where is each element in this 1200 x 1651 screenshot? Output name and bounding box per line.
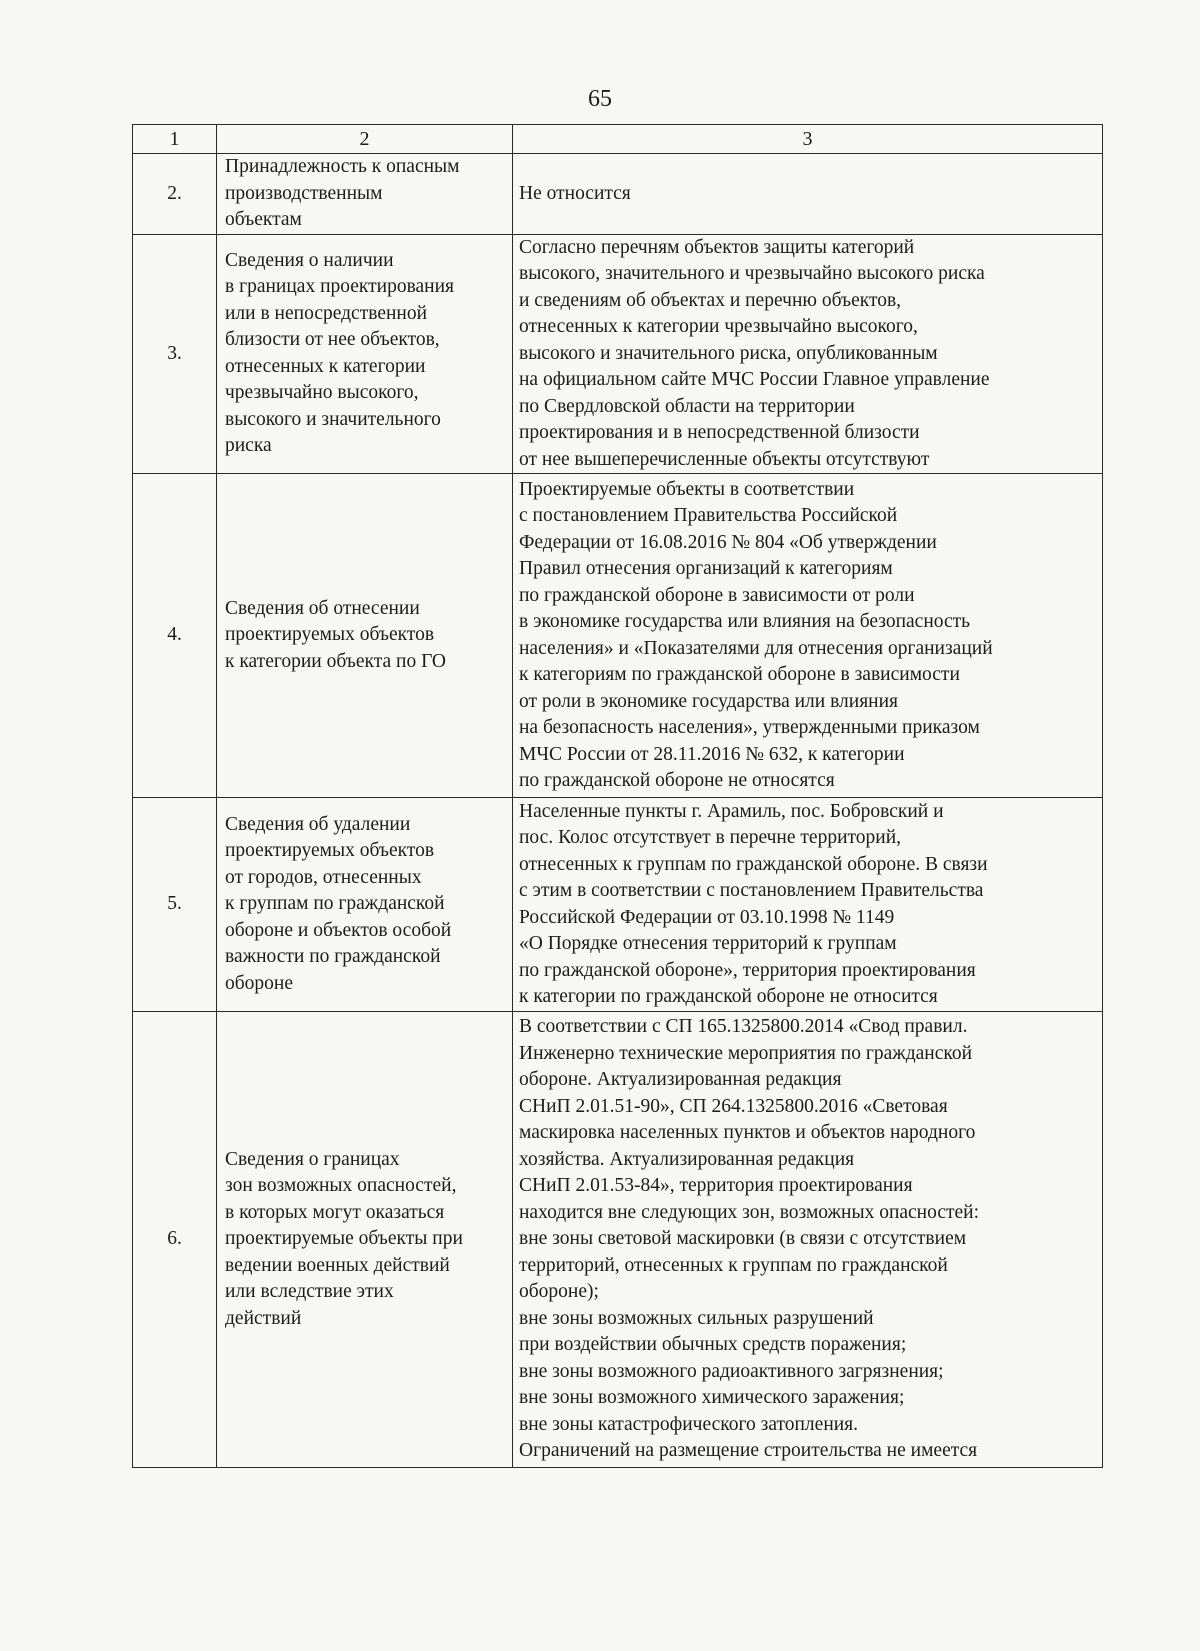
text-line: Инженерно технические мероприятия по гражданской: [519, 1042, 973, 1064]
header-cell-2: 2: [217, 125, 513, 154]
text-line: на официальном сайте МЧС России Главное управление: [519, 369, 990, 390]
text-line: В соответствии с СП 165.1325800.2014 «Свод правил.: [519, 1016, 968, 1038]
text-line: «О Порядке отнесения территорий к группам: [519, 933, 897, 954]
row-name: [217, 1012, 513, 1468]
text-line: к группам по гражданской: [225, 893, 445, 915]
table-row: [133, 474, 1103, 798]
text-line: к категории по гражданской обороне не относится: [519, 986, 938, 1007]
text-line: Не относится: [519, 182, 631, 204]
table-row: [133, 154, 1103, 235]
text-line: близости от нее объектов,: [225, 329, 440, 351]
text-line: риска: [225, 435, 272, 457]
text-line: на безопасность населения», утвержденными приказом: [519, 717, 980, 738]
text-line: Российской Федерации от 03.10.1998 № 1149: [519, 906, 895, 928]
row-value: [513, 154, 1103, 235]
text-line: проектируемых объектов: [225, 840, 435, 862]
text-line: обороне и объектов особой: [225, 919, 452, 941]
text-line: проектирования и в непосредственной близости: [519, 422, 920, 443]
text-line: вне зоны возможных сильных разрушений: [519, 1307, 874, 1329]
text-line: населения» и «Показателями для отнесения организаций: [519, 637, 993, 659]
text-line: обороне. Актуализированная редакция: [519, 1069, 842, 1091]
row-name: [217, 234, 513, 474]
text-line: от городов, отнесенных: [225, 866, 422, 888]
text-line: пос. Колос отсутствует в перечне территорий,: [519, 827, 902, 848]
text-line: Проектируемые объекты в соответствии: [519, 478, 855, 500]
text-line: от нее вышеперечисленные объекты отсутствуют: [519, 448, 930, 470]
text-line: в экономике государства или влияния на безопасность: [519, 611, 971, 632]
text-line: по Свердловской области на территории: [519, 395, 855, 417]
table-row: [133, 234, 1103, 474]
text-line: ведении военных действий: [225, 1254, 450, 1276]
text-line: отнесенных к категории: [225, 355, 426, 377]
text-line: Населенные пункты г. Арамиль, пос. Бобровский и: [519, 800, 944, 822]
text-line: СНиП 2.01.53-84», территория проектирования: [519, 1175, 913, 1197]
text-line: высокого, значительного и чрезвычайно высокого риска: [519, 263, 985, 284]
text-line: Принадлежность к опасным: [225, 156, 460, 177]
text-line: по гражданской обороне», территория проектирования: [519, 959, 976, 981]
text-line: в границах проектирования: [225, 276, 455, 298]
table-row: [133, 1012, 1103, 1468]
text-line: маскировка населенных пунктов и объектов народного: [519, 1122, 976, 1144]
text-line: зон возможных опасностей,: [225, 1175, 457, 1197]
row-value: [513, 234, 1103, 474]
text-line: Ограничений на размещение строительства не имеется: [519, 1440, 978, 1462]
text-line: к категории объекта по ГО: [225, 650, 446, 672]
text-line: к категориям по гражданской обороне в зависимости: [519, 664, 960, 685]
row-value: [513, 798, 1103, 1012]
text-line: Сведения об удалении: [225, 813, 411, 835]
text-line: МЧС России от 28.11.2016 № 632, к категории: [519, 743, 905, 765]
text-line: с постановлением Правительства Российской: [519, 505, 898, 526]
row-name: [217, 474, 513, 798]
text-line: или в непосредственной: [225, 302, 428, 324]
row-number: 3.: [133, 234, 217, 474]
text-line: по гражданской обороне не относятся: [519, 770, 835, 791]
table-row: [133, 798, 1103, 1012]
text-line: обороне: [225, 972, 294, 994]
text-line: и сведениям об объектах и перечню объектов,: [519, 289, 902, 311]
text-line: отнесенных к категории чрезвычайно высокого,: [519, 316, 918, 337]
text-line: важности по гражданской: [225, 946, 441, 968]
header-cell-3: 3: [513, 125, 1103, 154]
text-line: по гражданской обороне в зависимости от роли: [519, 584, 915, 606]
text-line: отнесенных к группам по гражданской обороне. В связи: [519, 853, 988, 875]
text-line: действий: [225, 1307, 302, 1329]
page-number: 65: [588, 86, 612, 112]
header-cell-1: 1: [133, 125, 217, 154]
text-line: вне зоны световой маскировки (в связи с отсутствием: [519, 1228, 967, 1250]
text-line: при воздействии обычных средств поражения;: [519, 1334, 907, 1356]
text-line: Федерации от 16.08.2016 № 804 «Об утверждении: [519, 531, 937, 553]
text-line: проектируемые объекты при: [225, 1228, 463, 1250]
text-line: объектам: [225, 209, 302, 230]
row-value: [513, 1012, 1103, 1468]
row-number: 2.: [133, 154, 217, 235]
row-number: 6.: [133, 1012, 217, 1468]
text-line: Согласно перечням объектов защиты категорий: [519, 236, 915, 258]
text-line: или вследствие этих: [225, 1281, 394, 1303]
row-number: 4.: [133, 474, 217, 798]
row-name: [217, 798, 513, 1012]
text-line: вне зоны катастрофического затопления.: [519, 1413, 859, 1435]
text-line: Сведения об отнесении: [225, 597, 420, 619]
text-line: от роли в экономике государства или влияния: [519, 690, 899, 712]
text-line: производственным: [225, 182, 383, 204]
text-line: территорий, отнесенных к группам по гражданской: [519, 1254, 948, 1276]
text-line: Сведения о наличии: [225, 249, 394, 271]
text-line: обороне);: [519, 1281, 599, 1303]
table-header-row: [133, 125, 1103, 154]
text-line: Правил отнесения организаций к категориям: [519, 558, 893, 579]
text-line: вне зоны возможного химического заражения;: [519, 1387, 905, 1409]
text-line: Сведения о границах: [225, 1148, 400, 1170]
text-line: СНиП 2.01.51-90», СП 264.1325800.2016 «Световая: [519, 1095, 948, 1117]
text-line: чрезвычайно высокого,: [225, 382, 419, 404]
text-line: в которых могут оказаться: [225, 1201, 445, 1223]
row-value: [513, 474, 1103, 798]
row-number: 5.: [133, 798, 217, 1012]
text-line: проектируемых объектов: [225, 624, 435, 646]
text-line: находится вне следующих зон, возможных опасностей:: [519, 1201, 980, 1223]
text-line: с этим в соответствии с постановлением Правительства: [519, 880, 984, 901]
info-table: [132, 124, 1103, 1468]
text-line: хозяйства. Актуализированная редакция: [519, 1148, 855, 1170]
row-name: [217, 154, 513, 235]
text-line: высокого и значительного: [225, 408, 441, 430]
text-line: вне зоны возможного радиоактивного загрязнения;: [519, 1360, 944, 1382]
text-line: высокого и значительного риска, опубликованным: [519, 342, 938, 364]
